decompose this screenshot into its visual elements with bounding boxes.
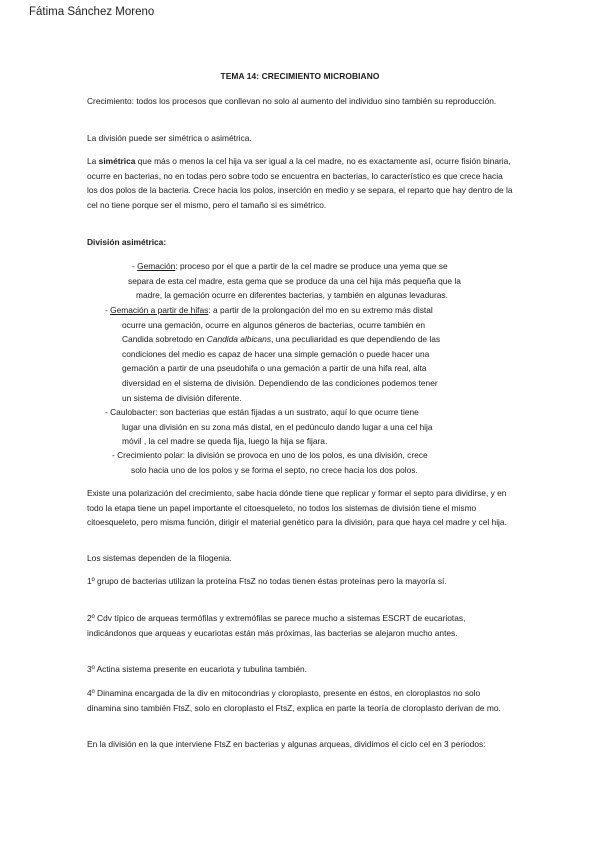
paragraph-sistemas: Los sistemas dependen de la filogenia. xyxy=(87,553,232,563)
gemacion-dash: - xyxy=(132,261,138,271)
simetrica-text: que más o menos la cel hija va ser igual a la cel madre, no es exactamente así, ocurre fisión binaria, ocurre en bacterias, no en todas pero sobre todo se encuentra en bacterias, lo característico es que crece hacia los dos polos de la bacteria. Crece hacia los polos, inserción en medio y se separa, el reparto que hay dentro de la cel no tiene porque ser el mismo, pero el tamaño si es simétrico. xyxy=(87,156,513,210)
author-name: Fátima Sánchez Moreno xyxy=(29,6,155,18)
paragraph-grupo-1: 1º grupo de bacterias utilizan la proteína FtsZ no todas tienen éstas proteínas pero la mayoría sí. xyxy=(87,576,447,586)
hifas-dash: - xyxy=(105,305,111,315)
paragraph-ftsz: En la división en la que interviene FtsZ en bacterias y algunas arqueas, dividimos el ciclo cel en 3 periodos: xyxy=(87,739,486,749)
simetrica-prefix: La xyxy=(87,156,99,166)
hifas-line1 xyxy=(105,303,433,318)
candida-albicans-text: Candida albicans xyxy=(206,334,272,345)
paragraph-grupo-2: 2º Cdv típico de arqueas termófilas y extremófilas se parece mucho a sistemas ESCRT de eucariotas, indicándonos que arqueas y eucariotas están más próximas, las bacterias se alejaron mucho antes. xyxy=(87,613,466,638)
gemacion-line1 xyxy=(132,259,448,274)
heading-asimetrica: División asimétrica: xyxy=(87,237,167,247)
simetrica-term: simétrica xyxy=(98,156,136,166)
paragraph-crecimiento: Crecimiento: todos los procesos que conllevan no solo al aumento del individuo sino también su reproducción. xyxy=(87,96,497,106)
paragraph-division: La división puede ser simétrica o asimétrica. xyxy=(87,133,252,143)
caulobacter-line1: - Caulobacter: son bacterias que están fijadas a un sustrato, aquí lo que ocurre tiene xyxy=(105,407,419,417)
gemacion-term: Gemación xyxy=(137,261,176,271)
hifas-line3 xyxy=(122,332,440,347)
hifas-line5: gemación a partir de una pseudohifa o una gemación a partir de una hifa real, alta xyxy=(122,363,427,374)
paragraph-grupo-3: 3º Actina sistema presente en eucariota y tubulina también. xyxy=(87,664,308,674)
hifas-line6: diversidad en el sistema de división. Dependiendo de las condiciones podemos tener xyxy=(122,378,438,388)
hifas-text1: : a partir de la prolongación del mo en su extremo más distal xyxy=(208,305,433,315)
hifas-term: Gemación a partir de hifas xyxy=(110,305,209,315)
document-title: TEMA 14: CRECIMIENTO MICROBIANO xyxy=(220,71,380,81)
paragraph-polarizacion: Existe una polarización del crecimiento, sabe hacia dónde tiene que replicar y formar el septo para dividirse, y en todo la etapa tiene un papel importante el citoesqueleto, no todos los sistemas de división tiene el mismo citoesqueleto, pero misma función, dirigir el material genético para la división, para que haya cel madre y cel hija. xyxy=(87,488,507,528)
gemacion-text1: : proceso por el que a partir de la cel madre se produce una yema que se xyxy=(175,261,448,271)
hifas-line7: un sistema de división diferente. xyxy=(122,392,242,403)
hifas-line4: condiciones del medio es capaz de hacer una simple gemación o puede hacer una xyxy=(122,348,430,359)
hifas-text3b: , una peculiaridad es que dependiendo de las xyxy=(271,334,441,345)
gemacion-line3: madre, la gemación ocurre en diferentes bacterias, y también en algunas levaduras. xyxy=(136,290,448,301)
paragraph-simetrica xyxy=(87,154,515,212)
gemacion-line2: separa de esta cel madre, esta gema que se produce da una cel hija más pequeña que la xyxy=(128,275,461,286)
polar-line1: - Crecimiento polar: la división se provoca en uno de los polos, es una división, crece xyxy=(112,450,428,460)
caulobacter-line2: lugar una división en su zona más distal, en el pedúnculo dando lugar a una cel hija xyxy=(122,421,433,432)
hifas-line2: ocurre una gemación, ocurre en algunos géneros de bacterias, ocurre también en xyxy=(122,319,426,330)
paragraph-grupo-4: 4º Dinamina encargada de la div en mitocondrias y cloroplasto, presente en éstos, en cloroplastos no solo dinamina sino también FtsZ, solo en cloroplasto el FtsZ, explica en parte la teoría de cloroplasto derivan de mo. xyxy=(87,688,501,713)
hifas-text3a: Candida sobretodo en xyxy=(122,334,207,345)
polar-line2: solo hacia uno de los polos y se forma el septo, no crece hacia los dos polos. xyxy=(131,464,418,475)
caulobacter-line3: móvil , la cel madre se queda fija, luego la hija se fijara. xyxy=(122,436,328,447)
